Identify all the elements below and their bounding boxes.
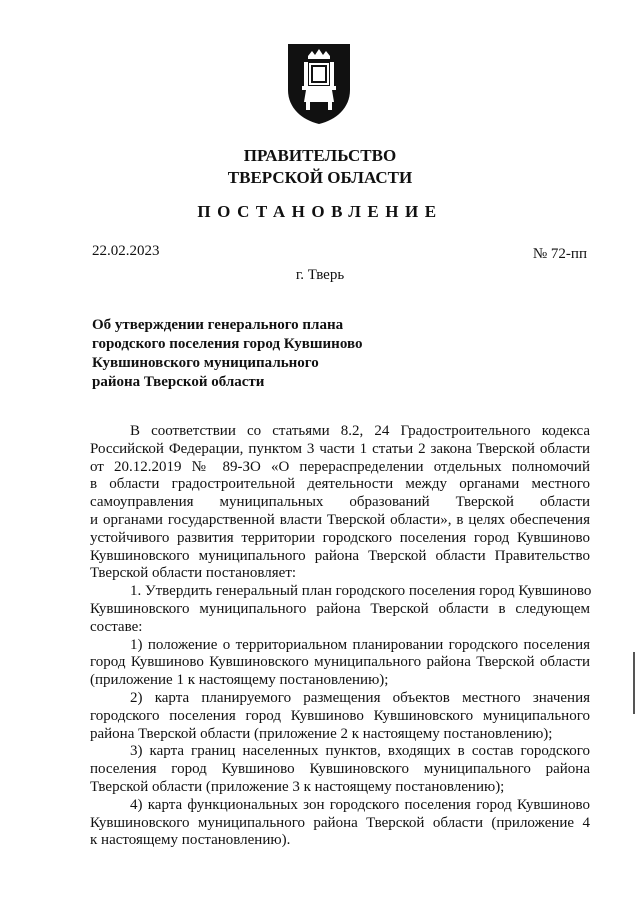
body-line: 4) карта функциональных зон городского поселения город Кувшиново: [130, 796, 590, 813]
body-line: от 20.12.2019 № 89-ЗО «О перераспределении отдельных полномочий: [90, 458, 590, 475]
document-city: г. Тверь: [295, 267, 345, 283]
document-type: ПОСТАНОВЛЕНИЕ: [197, 202, 443, 221]
body-line: поселения город Кувшиново Кувшиновского муниципального района: [90, 761, 590, 778]
body-line: составе:: [90, 618, 143, 635]
document-date: 22.02.2023: [92, 243, 160, 259]
body-line: 1. Утвердить генеральный план городского поселения город Кувшиново: [130, 583, 592, 600]
body-line: района Тверской области (приложение 2 к настоящему постановлению);: [90, 725, 553, 742]
document-subject: [92, 316, 412, 392]
body-line: в области градостроительной деятельности между органами местного: [90, 476, 590, 493]
organization-name-line1: ПРАВИТЕЛЬСТВО: [243, 146, 397, 165]
body-line: Тверской области постановляет:: [90, 565, 297, 582]
tver-coat-of-arms-icon: [284, 40, 354, 126]
body-line: 2) карта планируемого размещения объектов местного значения: [130, 689, 590, 706]
subject-line: Кувшиновского муниципального: [92, 355, 319, 371]
organization-name-line2: ТВЕРСКОЙ ОБЛАСТИ: [227, 168, 413, 187]
body-line: самоуправления муниципальных образований Тверской области: [90, 494, 590, 511]
body-line: (приложение 1 к настоящему постановлению);: [90, 672, 389, 689]
body-line: Тверской области (приложение 3 к настоящему постановлению);: [90, 778, 505, 795]
body-line: Российской Федерации, пунктом 3 части 1 статьи 2 закона Тверской области: [90, 440, 590, 457]
body-line: к настоящему постановлению).: [90, 832, 291, 849]
body-line: 1) положение о территориальном планировании городского поселения: [130, 636, 590, 653]
body-line: Кувшиновского муниципального района Тверской области Правительство: [90, 547, 590, 564]
document-number: № 72-пп: [532, 246, 587, 262]
body-line: и органами государственной власти Тверской области», в целях обеспечения: [90, 511, 590, 528]
body-line: 3) карта границ населенных пунктов, входящих в состав городского: [130, 743, 590, 760]
body-line: Кувшиновского муниципального района Тверской области в следующем: [90, 600, 590, 617]
subject-line: городского поселения город Кувшиново: [92, 336, 363, 352]
body-line: городского поселения город Кувшиново Кувшиновского муниципального: [90, 707, 590, 724]
subject-line: Об утверждении генерального плана: [92, 317, 344, 333]
document-body: [90, 423, 590, 850]
body-line: Кувшиновского муниципального района Тверской области (приложение 4: [90, 814, 590, 831]
margin-scan-mark: [633, 652, 635, 714]
body-line: город Кувшиново Кувшиновского муниципального района Тверской области: [90, 654, 590, 671]
subject-line: района Тверской области: [92, 374, 265, 390]
body-line: устойчивого развития территории городского поселения город Кувшиново: [90, 529, 590, 546]
body-line: В соответствии со статьями 8.2, 24 Градостроительного кодекса: [130, 423, 590, 439]
